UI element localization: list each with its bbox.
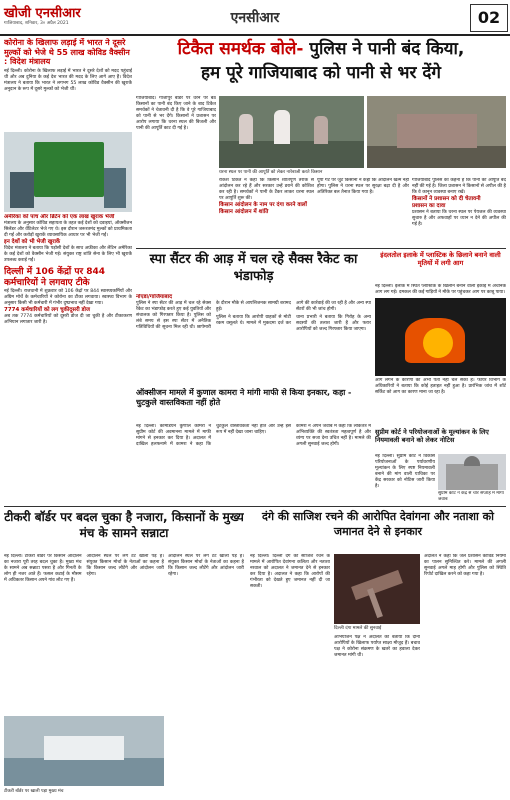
headline-delhi-vaccination: दिल्ली में 106 केंद्रों पर 844 कर्मचारियों ने लगवाए टीके (4, 267, 106, 288)
headline: दंगे की साजिश रचने की आरोपित देवांगना और नताशा को जमानत देने से इनकार (262, 510, 494, 538)
photo-farmers-gathering (367, 96, 506, 168)
subheading: प्रशासन का दावा (412, 203, 446, 209)
article-riots-col3: अदालत ने कहा कि जेल प्रशासन कोविड नियमों का पालन सुनिश्चित करे। मामले की अगली सुनवाई अगले माह होगी और पुलिस को स्थिति रिपोर्ट दाखिल करने को कहा गया है। (424, 554, 506, 577)
article-tikri-continued: आंदोलन स्थल पर लगे टेंट खाली पड़े हैं। संयुक्त किसान मोर्चा के नेताओं का कहना है कि किसान जल्द लौटेंगे और आंदोलन जारी रहेगा। (168, 554, 244, 577)
article-body: अब तक 7774 कर्मचारियों को दूसरी डोज दी जा चुकी है और टीकाकरण अभियान लगातार जारी है। (4, 314, 132, 325)
divider (4, 506, 506, 507)
article-spa-racket (136, 294, 371, 386)
article-fire-headline (375, 251, 506, 283)
paragraph: पुलिस ने बताया कि आरोपी ग्राहकों से मोटी रकम वसूलते थे। मामले में मुकदमा दर्ज कर आगे की कार्रवाई की जा रही है और अन्य स्पा सेंटरों की भी जांच होगी। (216, 301, 371, 326)
article-covid-vaccine-continued (4, 214, 132, 426)
photo-caption: सुप्रीम कोर्ट ने केंद्र से चार सप्ताह में मांगा जवाब (438, 491, 504, 502)
lead-column-2 (219, 178, 314, 246)
page-number: 02 (470, 4, 508, 32)
newspaper-logo: खोजी एनसीआर (4, 6, 81, 21)
headline-black: पुलिस ने पानी बंद किया, (303, 39, 465, 59)
subheading: अमेरिका को पांच और ब्रिटेन को एक लाख खुराक भेजीं (4, 214, 115, 220)
masthead (0, 0, 510, 36)
lead-column-4 (412, 178, 506, 246)
photo-factory-fire (375, 298, 506, 376)
paragraph: नई दिल्ली। कॉमेडियन कुणाल कामरा ने सुप्रीम कोर्ट की अवमानना मामले में माफी मांगने से इनकार कर दिया है। अदालत में दाखिल हलफनामे में कामरा ने कहा कि चुटकुले वास्तविकता नहीं होते और उन्हें इस रूप में नहीं देखा जाना चाहिए। (136, 424, 291, 447)
dateline: नोएडा/गाजियाबाद (136, 294, 173, 300)
article-body: विदेश मंत्रालय ने बताया कि पड़ोसी देशों के साथ अफ्रीका और लैटिन अमेरिका के कई देशों को वैक्सीन भेजी गई। संयुक्त राष्ट्र शांति सेना के लिए भी खुराकें उपलब्ध कराई गईं। (4, 246, 132, 263)
photo-court-gavel (334, 554, 420, 624)
headline: सुप्रीम कोर्ट ने परियोजनाओं के मूल्यांकन के लिए नियमावली बनाने को लेकर नोटिस (375, 428, 489, 444)
paragraph: कामरा ने अपने जवाब में कहा कि लोकतंत्र में अभिव्यक्ति की स्वतंत्रता महत्वपूर्ण है और व्यंग्य पर सजा देना उचित नहीं है। मामले की अगली सुनवाई जल्द होगी। (296, 424, 371, 447)
headline: टीकरी बॉर्डर पर बदल चुका है नजारा, किसानों के मुख्य मंच के सामने सन्नाटा (4, 510, 244, 540)
photo-vaccine-shipment (4, 132, 132, 212)
lead-column-1: गाजियाबाद। गाजीपुर बॉर्डर पर धरने पर बैठे किसानों का पानी बंद किए जाने के बाद टिकैत समर्थकों ने चेतावनी दी है कि वे पूरे गाजियाबाद को पानी से भर देंगे। किसानों ने प्रशासन पर आरोप लगाया कि धरना स्थल की बिजली और पानी की आपूर्ति काट दी गई है। (136, 96, 216, 131)
subheading: किसानों ने प्रशासन को दी चेतावनी (412, 196, 481, 202)
dateline: गाजियाबाद, शनिवार, 3० अप्रैल 2021 (4, 21, 69, 26)
article-tikri-body (4, 554, 164, 714)
photo-tikri-border (4, 716, 164, 786)
photo-supreme-court (438, 454, 506, 490)
article-spa-racket-headline (136, 251, 371, 291)
lead-headline (136, 37, 506, 93)
headline-line2: हम पूरे गाजियाबाद को पानी से भर देंगे (201, 63, 441, 83)
headline: स्पा सैंटर की आड़ में चल रहे सैक्स रैकेट का भंडाफोड़ (149, 252, 358, 284)
article-covid-vaccine (4, 38, 132, 130)
headline-red: टिकैत समर्थक बोले- (177, 39, 304, 59)
article-body (136, 301, 371, 385)
article-riots-headline (250, 509, 506, 551)
subheading: किसान आंदोलन में शांति (219, 209, 269, 215)
photo-caption: धरना स्थल पर पानी की आपूर्ति को लेकर नारेबाजी करते किसान (219, 170, 323, 175)
article-body: राकेश टिकैत ने कहा कि किसान शांतिपूर्ण तरीके से आंदोलन कर रहे हैं और सरकार उन्हें डराने की कोशिश कर रही है। समर्थकों ने पानी के टैंकर लाकर धरना स्थल पर आपूर्ति शुरू की। (219, 178, 314, 201)
headline: इंदलतोल इलाके में प्लास्टिक के छिलाने बनाने वाली मृतियों में लगी आग (380, 251, 501, 267)
article-tikri-headline (4, 509, 244, 551)
photo-caption: टीकरी बॉर्डर पर खाली पड़ा मुख्य मंच (4, 789, 64, 794)
photo-caption: दिल्ली दंगा मामले की सुनवाई (334, 626, 382, 631)
paragraph: थाना प्रभारी ने बताया कि गिरोह के अन्य सदस्यों की तलाश जारी है और फरार आरोपियों को जल्द गिरफ्तार किया जाएगा। (296, 315, 371, 332)
article-riots-col1: नई दिल्ली। दिल्ली दंगे की साजिश रचने के मामले में आरोपित देवांगना कलिता और नताशा नरवाल को अदालत ने जमानत देने से इनकार कर दिया है। अदालत ने कहा कि आरोपों की गंभीरता को देखते हुए जमानत नहीं दी जा सकती। (250, 554, 330, 589)
divider (136, 248, 506, 249)
article-body: गाजियाबाद पुलिस का कहना है कि पानी की आपूर्ति बंद नहीं की गई है। जिला प्रशासन ने किसानों से अपील की है कि वे कानून व्यवस्था बनाए रखें। (412, 178, 506, 195)
article-fire-body: आग लगने के कारणों का अभी पता नहीं चल सका है। फायर विभाग के अधिकारियों ने बताया कि कोई हताहत नहीं हुआ है। प्रारंभिक जांच में शॉर्ट सर्किट को आग का कारण माना जा रहा है। (375, 378, 506, 395)
article-body: नई दिल्ली। कोरोना के खिलाफ लड़ाई में भारत ने दूसरे देशों को मदद पहुंचाई थी और अब दुनिया के कई देश भारत की मदद के लिए आगे आए हैं। विदेश मंत्रालय ने बताया कि भारत ने लगभग 55 लाख कोविड वैक्सीन की खुराकें अनुदान के रूप में दूसरे मुल्कों को भेजी थीं। (4, 68, 132, 92)
article-fire-intro: नई दिल्ली। इलाके में स्थित प्लास्टिक के खिलौने बनाने वाली इकाई में अचानक आग लग गई। दमकल की कई गाड़ियों ने मौके पर पहुंचकर आग पर काबू पाया। (375, 284, 506, 295)
headline: ऑक्सीजन मामले में कुणाल कामरा ने मांगी माफी से किया इनकार, कहा - चुटकुले वास्तविकता नहीं होते (136, 388, 352, 407)
paragraph: पुलिस ने स्पा सेंटर की आड़ में चल रहे सेक्स रैकेट का भंडाफोड़ करते हुए कई युवतियों और संचालक को गिरफ्तार किया है। पुलिस को लंबे समय से इस स्पा सेंटर में अनैतिक गतिविधियों की सूचना मिल रही थी। छापेमारी के दौरान मौके से आपत्तिजनक सामग्री बरामद हुई। (136, 301, 291, 330)
subheading: 7774 कर्मचारियों को लग चुकीदूसरी डोज (4, 307, 90, 313)
article-body: मंत्रालय के अनुसार कोविड सहायता के तहत कई देशों को दवाइयां, ऑक्सीजन सिलेंडर और वेंटिलेटर भेजे गए थे। इस दौरान जरूरतमंद मुल्कों को प्राथमिकता दी गई और करोड़ों खुराकें व्यावसायिक आधार पर भी भेजी गईं। (4, 221, 132, 238)
headline: कोरोना के खिलाफ लड़ाई में भारत ने दूसरे मुल्कों को भेजे थे 55 लाख कोविड वैक्सीन : विदेश मंत्रालय (4, 38, 130, 66)
photo-farmers-water-protest (219, 96, 364, 168)
subheading: इन देशों को भी भेजी खुराकें (4, 239, 61, 245)
article-supreme-court-body: नई दिल्ली। सुप्रीम कोर्ट ने विकास परियोजनाओं के पर्यावरणीय मूल्यांकन के लिए स्पष्ट नियमावली बनाने की मांग वाली याचिका पर केंद्र सरकार को नोटिस जारी किया है। (375, 454, 435, 489)
paragraph: नई दिल्ली। टीकरी बॉर्डर पर किसान आंदोलन का नजारा पूरी तरह बदल चुका है। मुख्य मंच के सामने अब सन्नाटा पसरा है और गिनती के लोग ही नजर आते हैं। फसल कटाई के मौसम में अधिकतर किसान अपने गांव लौट गए हैं। (4, 554, 82, 583)
article-riots-col2: अभियोजन पक्ष ने अदालत को बताया कि दोनों आरोपियों के खिलाफ पर्याप्त साक्ष्य मौजूद हैं। बचाव पक्ष ने कोरोना संक्रमण के खतरे का हवाला देकर जमानत मांगी थी। (334, 635, 420, 658)
article-body: प्रशासन ने बताया कि धरना स्थल पर पेयजल की व्यवस्था सुचारु है और अफवाहों पर ध्यान न देने की अपील की गई है। (412, 210, 506, 227)
article-kamra-headline (136, 388, 371, 424)
lead-column-3: यूपी गेट पर जुटे किसानों ने कहा कि आंदोलन खत्म नहीं होगा। पुलिस ने धरना स्थल पर सुरक्षा बढ़ा दी है और अतिरिक्त बल तैनात किया गया है। (317, 178, 409, 195)
article-supreme-court-headline (375, 428, 506, 452)
paragraph: आंदोलन स्थल पर लगे टेंट खाली पड़े हैं। संयुक्त किसान मोर्चा के नेताओं का कहना है कि किसान जल्द लौटेंगे और आंदोलन जारी रहेगा। (86, 554, 164, 577)
subheading: किसान आंदोलन के नाम पर दंगा करने वालों (219, 202, 307, 208)
article-kamra-body (136, 424, 371, 482)
article-body: नई दिल्ली। राजधानी में शुक्रवार को 106 केंद्रों पर 844 स्वास्थ्यकर्मियों और अग्रिम मोर्चे के कर्मचारियों ने कोरोना का टीका लगवाया। स्वास्थ्य विभाग के अनुसार किसी भी कर्मचारी में गंभीर दुष्प्रभाव नहीं देखा गया। (4, 289, 132, 306)
section-name: एनसीआर (230, 10, 280, 26)
